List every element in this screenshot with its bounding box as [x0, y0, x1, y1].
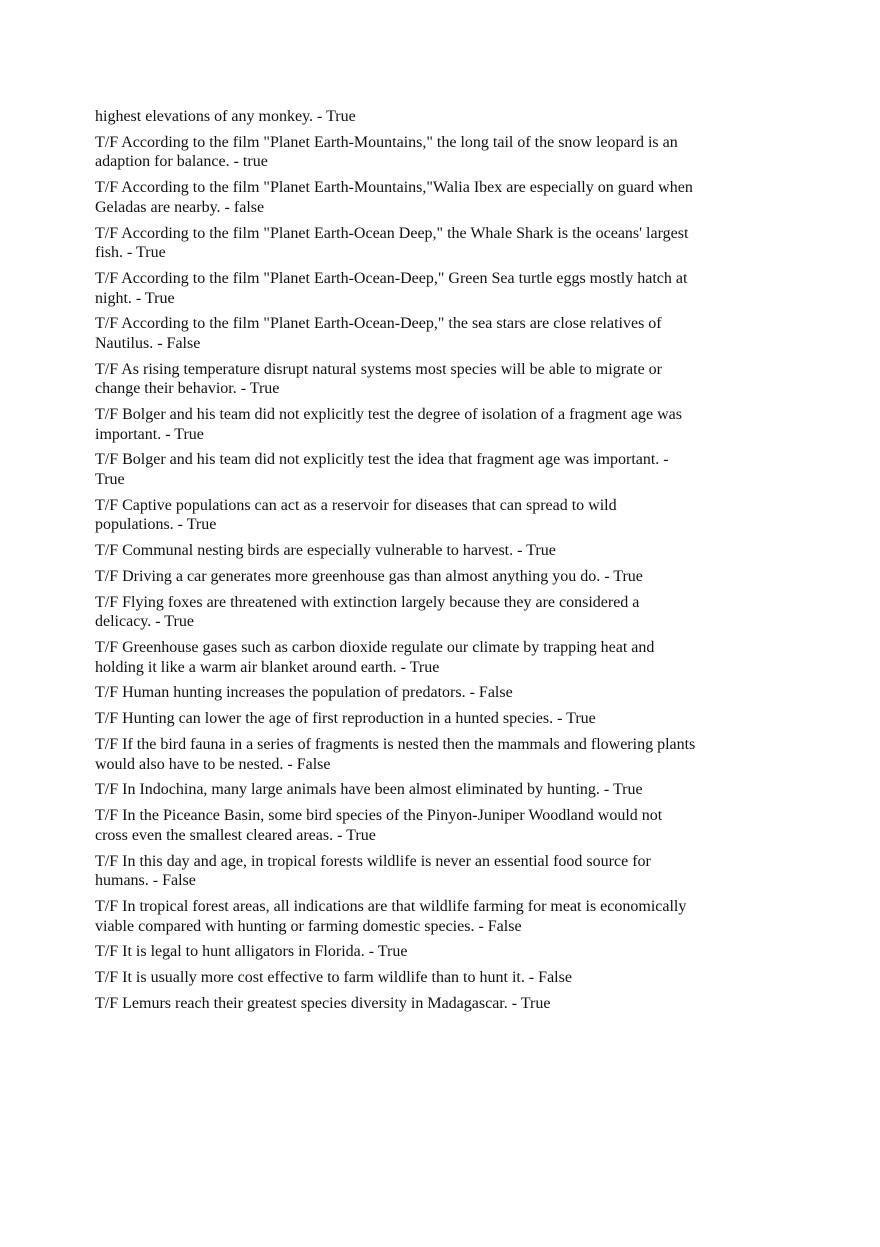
question-text-line: Nautilus. - False [95, 334, 201, 352]
question-item [95, 638, 795, 677]
question-text-line: T/F According to the film "Planet Earth-Ocean-Deep," the sea stars are close relatives of [95, 315, 662, 333]
question-text-line: night. - True [95, 289, 175, 307]
question-text-line: T/F It is usually more cost effective to farm wildlife than to hunt it. - False [95, 969, 572, 987]
question-item [95, 968, 795, 988]
question-item [95, 178, 795, 217]
question-text-line: populations. - True [95, 516, 217, 534]
question-text-line: T/F According to the film "Planet Earth-Mountains,"Walia Ibex are especially on guard when [95, 179, 693, 197]
question-text-line: highest elevations of any monkey. - True [95, 108, 356, 125]
question-text-line: T/F In tropical forest areas, all indications are that wildlife farming for meat is economically [95, 897, 687, 915]
question-text-line: T/F Lemurs reach their greatest species diversity in Madagascar. - True [95, 994, 551, 1012]
question-text-line: T/F Driving a car generates more greenhouse gas than almost anything you do. - True [95, 567, 643, 585]
question-text-line: delicacy. - True [95, 613, 194, 631]
question-item [95, 897, 795, 936]
question-text-line: cross even the smallest cleared areas. - True [95, 826, 376, 844]
question-item [95, 450, 795, 489]
question-item [95, 567, 795, 587]
question-item [95, 683, 795, 703]
document-page [95, 107, 795, 1020]
question-text-line: T/F If the bird fauna in a series of fragments is nested then the mammals and flowering plants [95, 736, 696, 754]
question-item [95, 994, 795, 1014]
question-text-line: T/F Flying foxes are threatened with extinction largely because they are considered a [95, 593, 640, 611]
question-text-line: T/F According to the film "Planet Earth-Ocean Deep," the Whale Shark is the oceans' largest [95, 224, 689, 242]
question-text-line: T/F Bolger and his team did not explicitly test the idea that fragment age was important. - [95, 451, 669, 469]
question-text-line: T/F Hunting can lower the age of first reproduction in a hunted species. - True [95, 710, 596, 728]
question-text-line: T/F Captive populations can act as a reservoir for diseases that can spread to wild [95, 496, 617, 514]
question-text-line: Geladas are nearby. - false [95, 198, 265, 216]
question-item [95, 942, 795, 962]
question-item [95, 224, 795, 263]
question-item [95, 541, 795, 561]
question-text-line: T/F It is legal to hunt alligators in Florida. - True [95, 943, 408, 961]
question-text-line: T/F Bolger and his team did not explicitly test the degree of isolation of a fragment age was [95, 406, 682, 424]
question-text-line: important. - True [95, 425, 204, 443]
question-text-line: humans. - False [95, 872, 196, 890]
question-item [95, 405, 795, 444]
question-text-line: T/F Communal nesting birds are especially vulnerable to harvest. - True [95, 542, 556, 560]
question-text-line: holding it like a warm air blanket around earth. - True [95, 658, 440, 676]
question-text-line: fish. - True [95, 244, 166, 262]
question-text-line: change their behavior. - True [95, 380, 280, 398]
question-text-line: T/F According to the film "Planet Earth-Mountains," the long tail of the snow leopard is an [95, 133, 678, 151]
question-item [95, 780, 795, 800]
question-item [95, 269, 795, 308]
question-item [95, 314, 795, 353]
question-text-line: would also have to be nested. - False [95, 755, 331, 773]
question-text-line: adaption for balance. - true [95, 153, 268, 171]
question-text-line: T/F In Indochina, many large animals have been almost eliminated by hunting. - True [95, 781, 643, 799]
question-item [95, 593, 795, 632]
question-text-line: T/F In this day and age, in tropical forests wildlife is never an essential food source for [95, 852, 651, 870]
question-item [95, 133, 795, 172]
question-item [95, 709, 795, 729]
question-text-line: T/F As rising temperature disrupt natural systems most species will be able to migrate or [95, 360, 662, 378]
question-text-line: T/F Greenhouse gases such as carbon dioxide regulate our climate by trapping heat and [95, 639, 655, 657]
question-item [95, 852, 795, 891]
question-item [95, 360, 795, 399]
question-item [95, 107, 795, 127]
question-text-line: T/F Human hunting increases the population of predators. - False [95, 684, 513, 702]
question-text-line: T/F According to the film "Planet Earth-Ocean-Deep," Green Sea turtle eggs mostly hatch at [95, 269, 688, 287]
question-text-line: T/F In the Piceance Basin, some bird species of the Pinyon-Juniper Woodland would not [95, 807, 663, 825]
question-text-line: True [95, 471, 125, 488]
question-text-line: viable compared with hunting or farming domestic species. - False [95, 917, 522, 935]
question-item [95, 806, 795, 845]
question-item [95, 735, 795, 774]
question-item [95, 496, 795, 535]
